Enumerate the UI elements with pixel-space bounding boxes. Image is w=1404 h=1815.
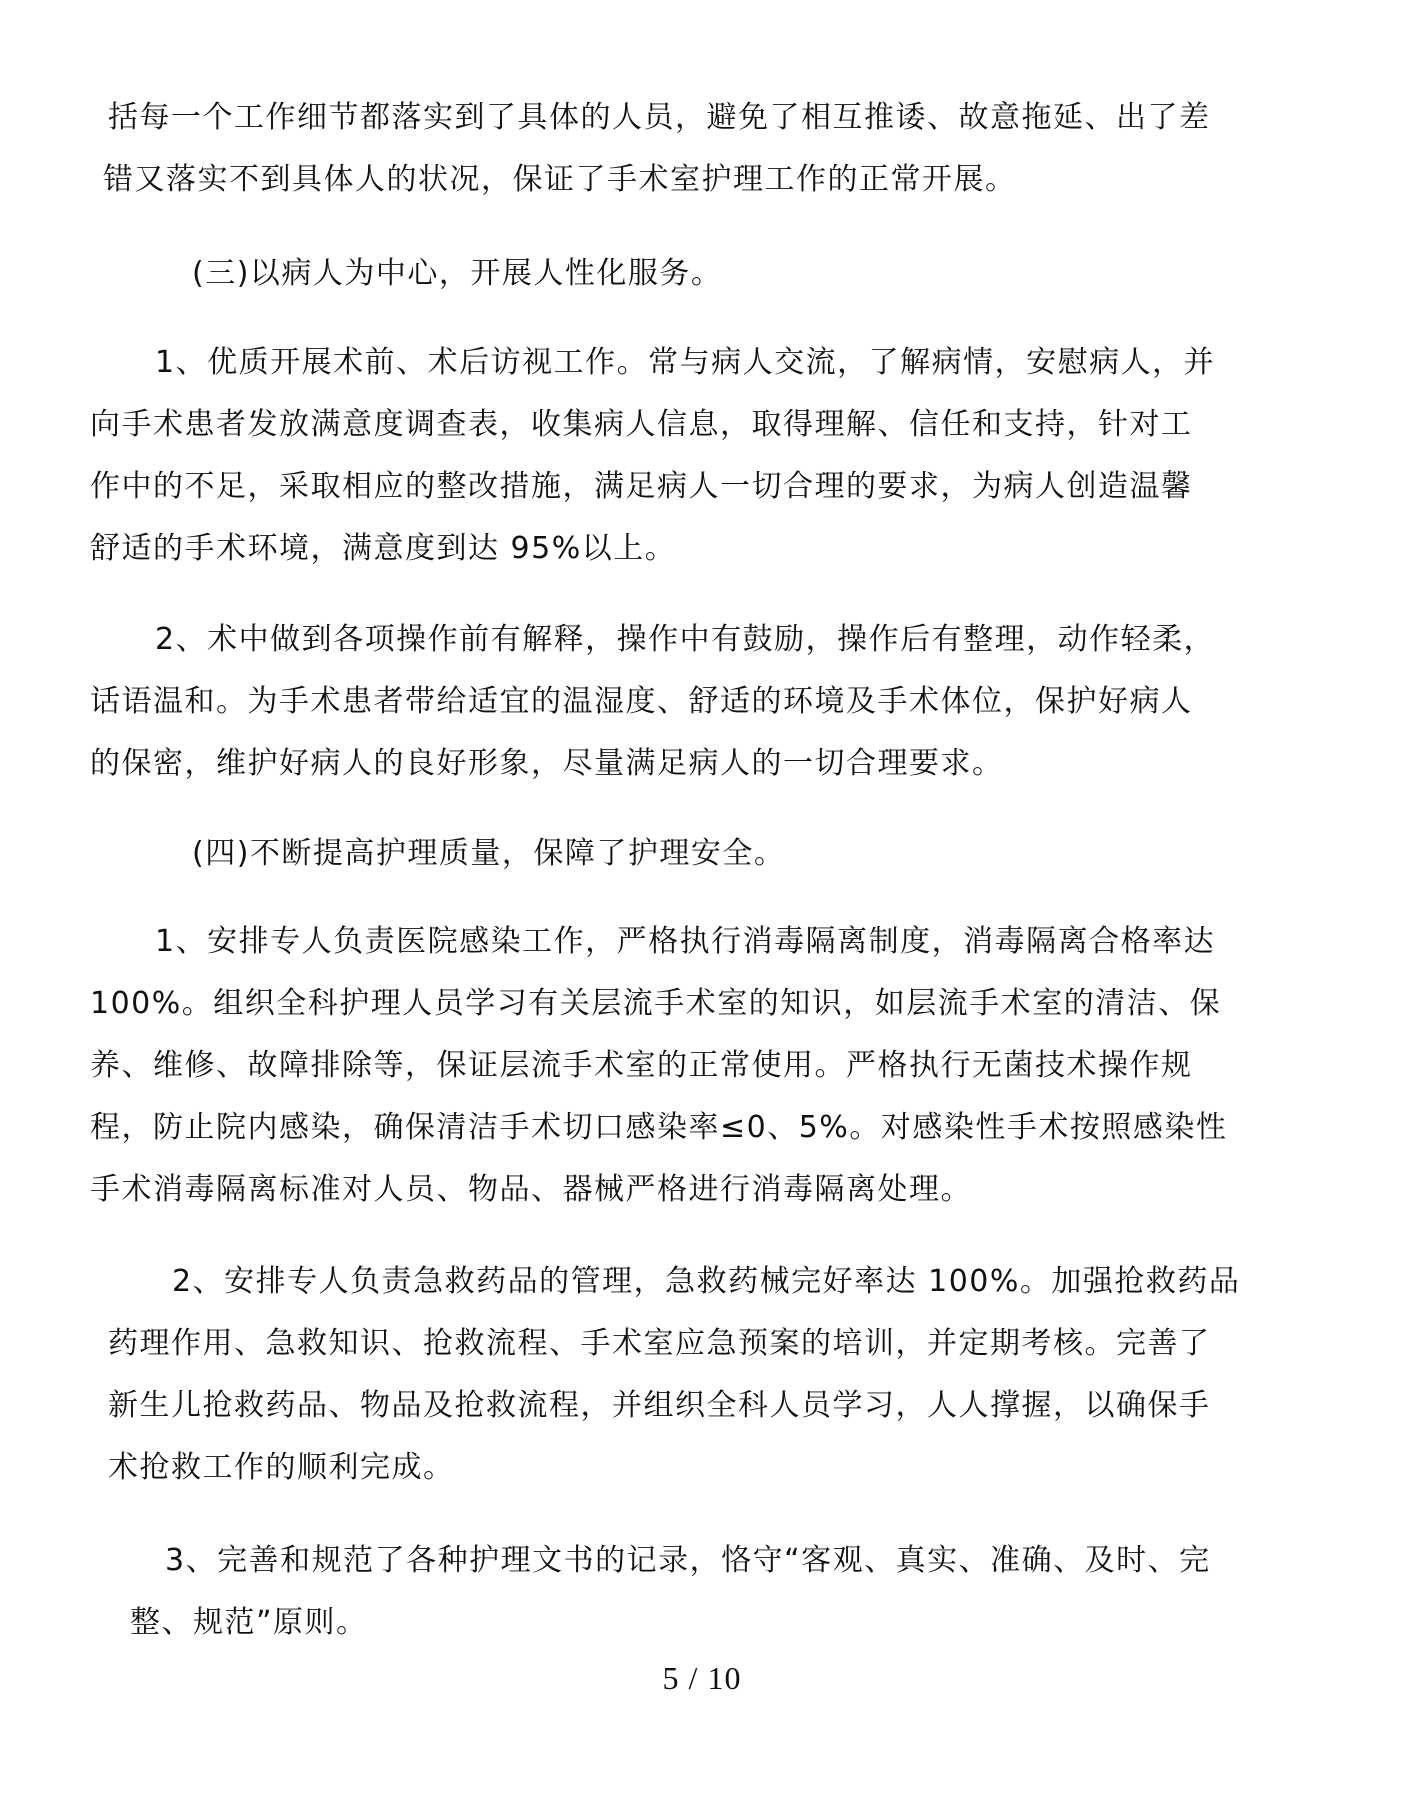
- page-number: 5 / 10: [662, 1660, 742, 1696]
- paragraph-line: 的保密，维护好病人的良好形象，尽量满足病人的一切合理要求。: [90, 746, 1004, 781]
- paragraph-line: 作中的不足，采取相应的整改措施，满足病人一切合理的要求，为病人创造温馨: [90, 469, 1193, 504]
- paragraph-line: 100%。组织全科护理人员学习有关层流手术室的知识，如层流手术室的清洁、保: [90, 986, 1222, 1021]
- paragraph-line: 药理作用、急救知识、抢救流程、手术室应急预案的培训，并定期考核。完善了: [108, 1326, 1211, 1361]
- paragraph-line: 养、维修、故障排除等，保证层流手术室的正常使用。严格执行无菌技术操作规: [90, 1048, 1193, 1083]
- section-heading: (四)不断提高护理质量，保障了护理安全。: [192, 836, 786, 871]
- paragraph-line: 2、术中做到各项操作前有解释，操作中有鼓励，操作后有整理，动作轻柔，: [155, 622, 1216, 657]
- paragraph-line: 整、规范”原则。: [130, 1605, 368, 1640]
- paragraph-line: 手术消毒隔离标准对人员、物品、器械严格进行消毒隔离处理。: [90, 1172, 972, 1207]
- paragraph-line: 错又落实不到具体人的状况，保证了手术室护理工作的正常开展。: [103, 162, 1017, 197]
- paragraph-line: 1、优质开展术前、术后访视工作。常与病人交流，了解病情，安慰病人，并: [155, 345, 1216, 380]
- paragraph-line: 2、安排专人负责急救药品的管理，急救药械完好率达 100%。加强抢救药品: [172, 1264, 1241, 1299]
- paragraph-line: 程，防止院内感染，确保清洁手术切口感染率≤0、5%。对感染性手术按照感染性: [90, 1110, 1228, 1145]
- paragraph-line: 新生儿抢救药品、物品及抢救流程，并组织全科人员学习，人人撑握，以确保手: [108, 1388, 1211, 1423]
- paragraph-line: 1、安排专人负责医院感染工作，严格执行消毒隔离制度，消毒隔离合格率达: [155, 924, 1216, 959]
- section-heading: (三)以病人为中心，开展人性化服务。: [192, 256, 723, 291]
- paragraph-line: 向手术患者发放满意度调查表，收集病人信息，取得理解、信任和支持，针对工: [90, 407, 1193, 442]
- paragraph-line: 话语温和。为手术患者带给适宜的温湿度、舒适的环境及手术体位，保护好病人: [90, 684, 1193, 719]
- paragraph-line: 3、完善和规范了各种护理文书的记录，恪守“客观、真实、准确、及时、完: [165, 1543, 1211, 1578]
- paragraph-line: 括每一个工作细节都落实到了具体的人员，避免了相互推诿、故意拖延、出了差: [108, 100, 1211, 135]
- paragraph-line: 舒适的手术环境，满意度到达 95%以上。: [90, 531, 677, 566]
- paragraph-line: 术抢救工作的顺利完成。: [108, 1450, 455, 1485]
